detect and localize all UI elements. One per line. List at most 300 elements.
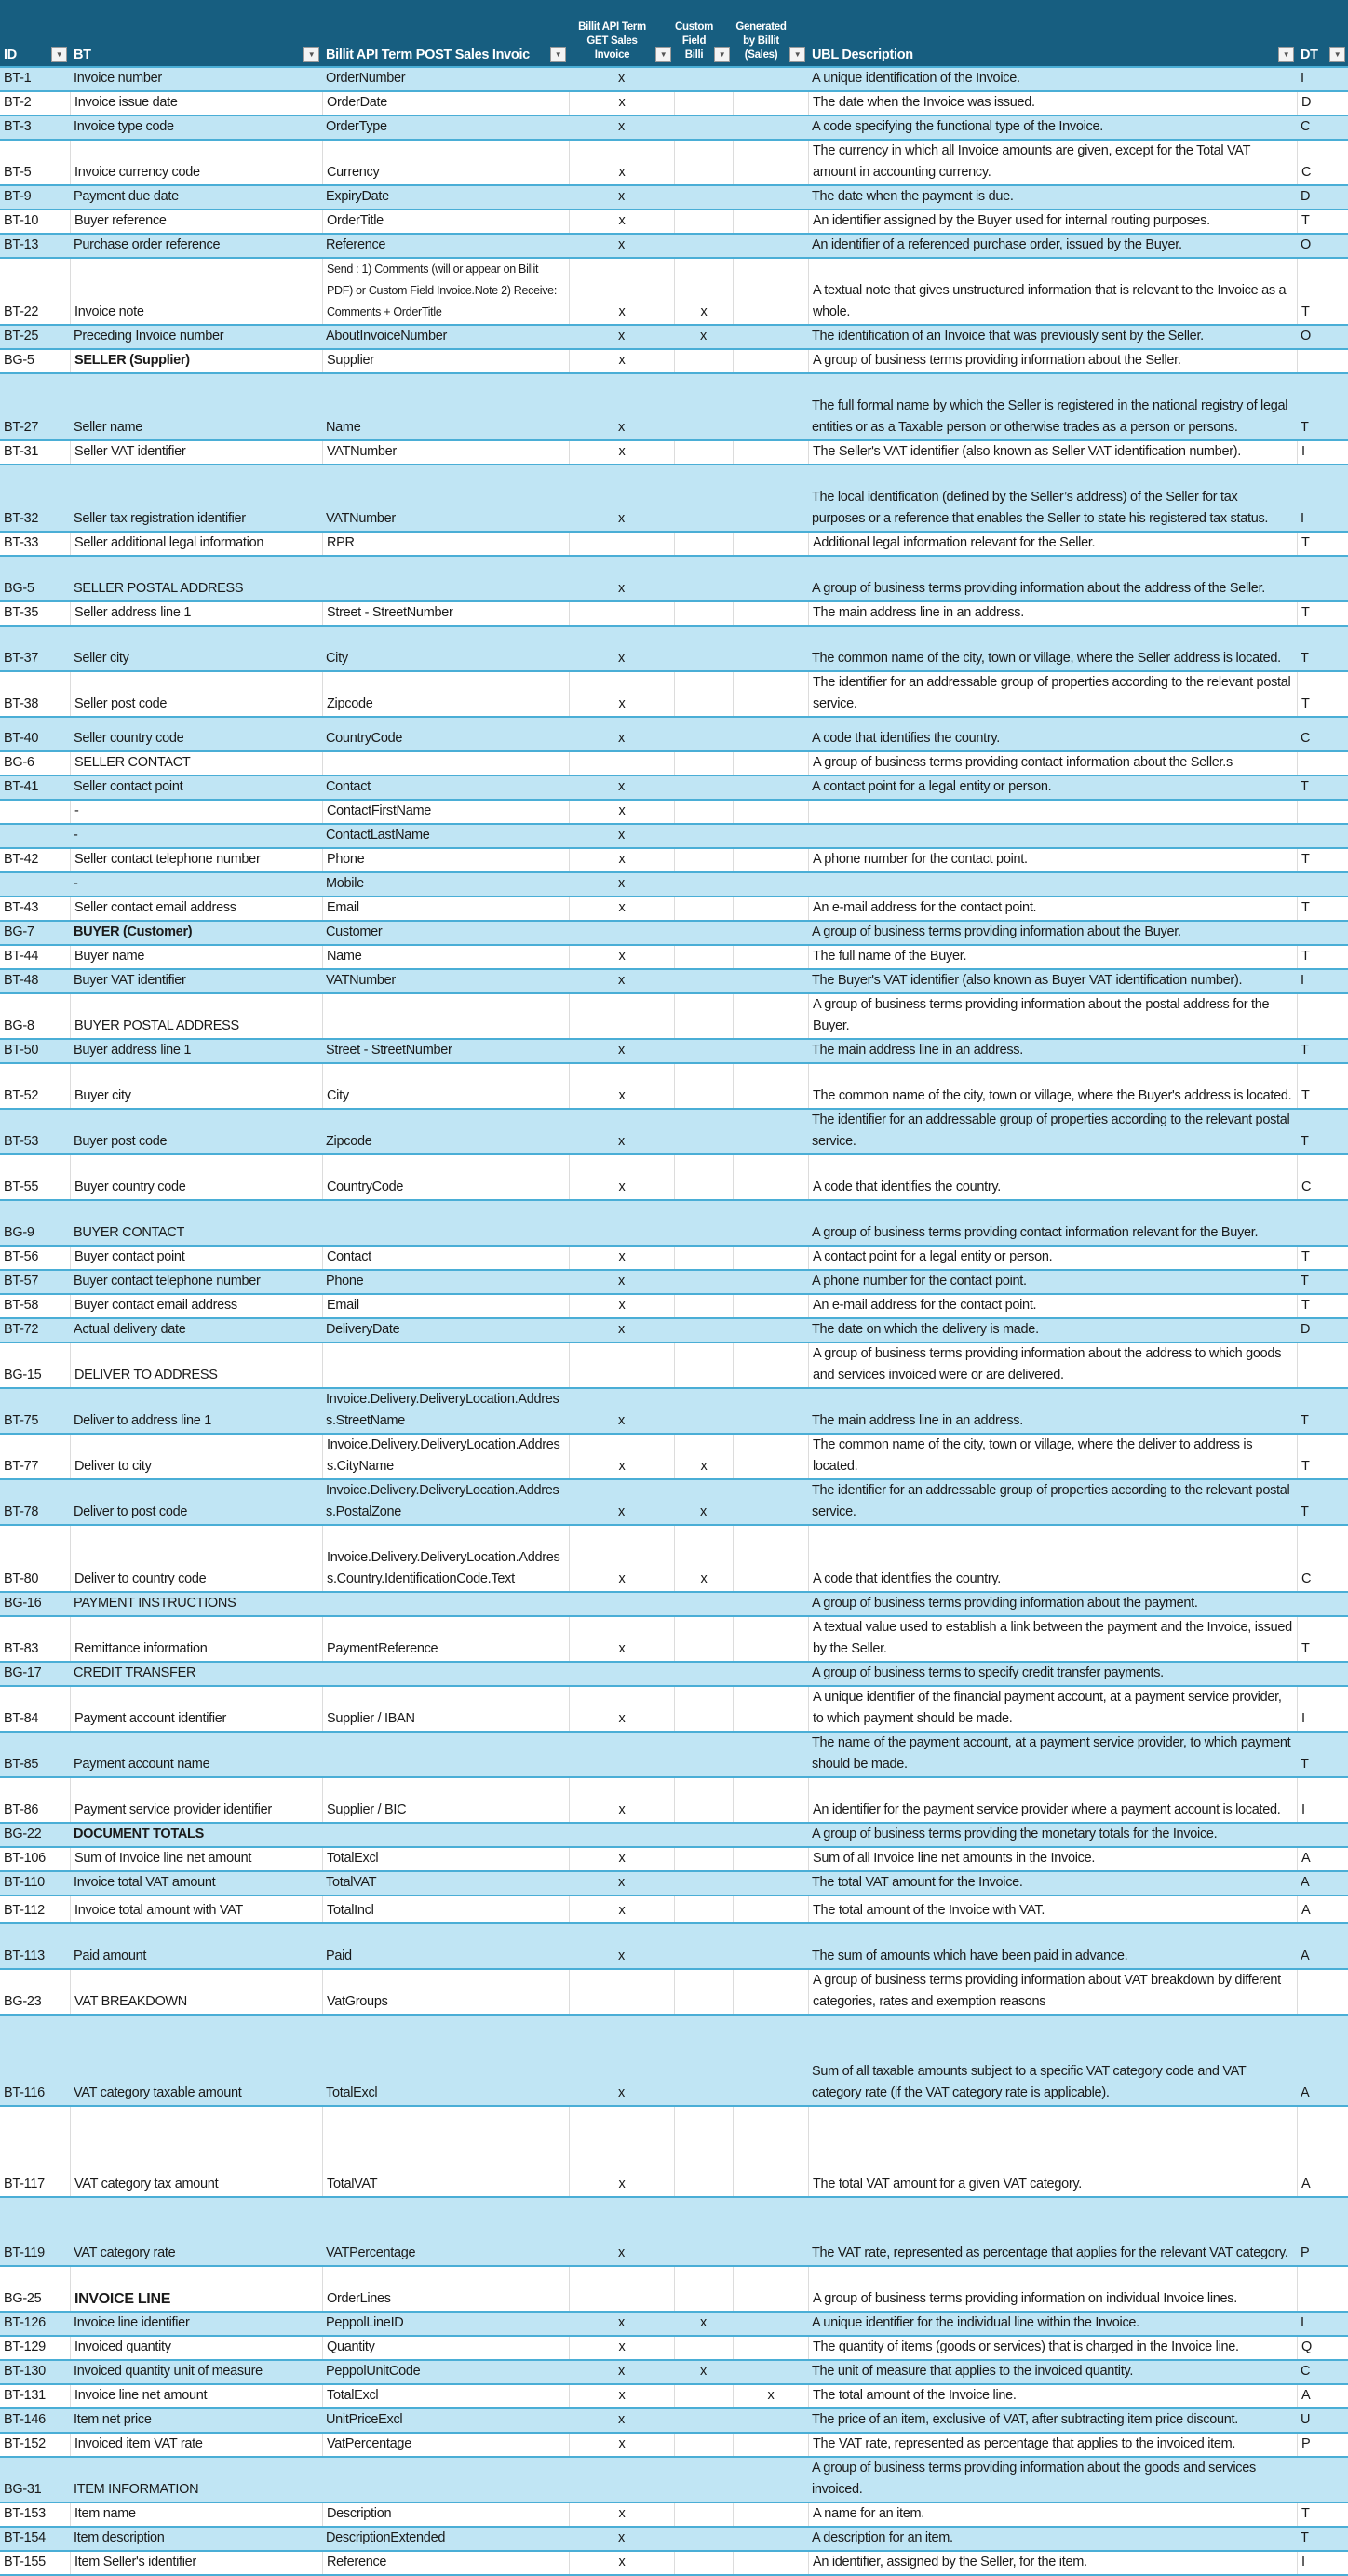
cell-custom[interactable]	[674, 92, 733, 115]
table-row[interactable]	[0, 1733, 1348, 1778]
cell-bt[interactable]	[70, 2313, 322, 2335]
cell-generated[interactable]	[733, 1663, 808, 1685]
cell-id[interactable]	[0, 1064, 70, 1108]
cell-post[interactable]	[322, 1064, 569, 1108]
cell-post[interactable]	[322, 1593, 569, 1615]
cell-ubl[interactable]	[808, 2458, 1297, 2502]
cell-get[interactable]	[569, 2552, 674, 2574]
cell-bt[interactable]	[70, 1343, 322, 1387]
cell-get[interactable]	[569, 141, 674, 184]
cell-ubl[interactable]	[808, 2337, 1297, 2359]
cell-post[interactable]	[322, 2267, 569, 2311]
cell-custom[interactable]	[674, 1155, 733, 1199]
cell-post[interactable]	[322, 602, 569, 625]
cell-custom[interactable]	[674, 752, 733, 775]
cell-ubl[interactable]	[808, 2503, 1297, 2526]
cell-custom[interactable]	[674, 1343, 733, 1387]
cell-custom[interactable]	[674, 259, 733, 324]
cell-dt[interactable]	[1297, 116, 1348, 139]
cell-bt[interactable]	[70, 994, 322, 1038]
filter-dropdown-icon[interactable]: ▼	[714, 47, 730, 62]
cell-id[interactable]	[0, 1778, 70, 1822]
cell-post[interactable]	[322, 1295, 569, 1317]
cell-id[interactable]	[0, 557, 70, 600]
cell-generated[interactable]	[733, 2409, 808, 2432]
cell-get[interactable]	[569, 1040, 674, 1062]
cell-get[interactable]	[569, 2528, 674, 2550]
cell-custom[interactable]	[674, 1617, 733, 1661]
cell-ubl[interactable]	[808, 2313, 1297, 2335]
cell-post[interactable]	[322, 1617, 569, 1661]
cell-dt[interactable]	[1297, 627, 1348, 670]
cell-bt[interactable]	[70, 2503, 322, 2526]
cell-id[interactable]	[0, 2107, 70, 2196]
cell-post[interactable]	[322, 1733, 569, 1776]
cell-bt[interactable]	[70, 970, 322, 992]
cell-bt[interactable]	[70, 1040, 322, 1062]
cell-get[interactable]	[569, 627, 674, 670]
cell-dt[interactable]	[1297, 1040, 1348, 1062]
cell-dt[interactable]	[1297, 1110, 1348, 1153]
cell-dt[interactable]	[1297, 718, 1348, 750]
cell-post[interactable]	[322, 326, 569, 348]
cell-generated[interactable]	[733, 994, 808, 1038]
table-row[interactable]	[0, 776, 1348, 801]
cell-ubl[interactable]	[808, 1064, 1297, 1108]
cell-dt[interactable]	[1297, 1617, 1348, 1661]
cell-ubl[interactable]	[808, 1247, 1297, 1269]
cell-generated[interactable]	[733, 1593, 808, 1615]
cell-generated[interactable]	[733, 602, 808, 625]
cell-generated[interactable]	[733, 116, 808, 139]
cell-get[interactable]	[569, 116, 674, 139]
cell-custom[interactable]	[674, 1970, 733, 2014]
cell-get[interactable]	[569, 946, 674, 968]
cell-ubl[interactable]	[808, 946, 1297, 968]
cell-bt[interactable]	[70, 2552, 322, 2574]
cell-id[interactable]	[0, 1319, 70, 1342]
cell-id[interactable]	[0, 1526, 70, 1591]
cell-post[interactable]	[322, 1848, 569, 1870]
cell-generated[interactable]	[733, 2267, 808, 2311]
cell-bt[interactable]	[70, 2409, 322, 2432]
cell-id[interactable]	[0, 1617, 70, 1661]
cell-post[interactable]	[322, 1778, 569, 1822]
cell-generated[interactable]	[733, 752, 808, 775]
cell-ubl[interactable]	[808, 1824, 1297, 1846]
cell-generated[interactable]	[733, 1247, 808, 1269]
cell-id[interactable]	[0, 350, 70, 372]
cell-get[interactable]	[569, 68, 674, 90]
cell-dt[interactable]	[1297, 801, 1348, 823]
cell-get[interactable]	[569, 2385, 674, 2407]
filter-dropdown-icon[interactable]: ▼	[51, 47, 67, 62]
cell-get[interactable]	[569, 1924, 674, 1968]
cell-id[interactable]	[0, 1271, 70, 1293]
table-row[interactable]	[0, 897, 1348, 922]
cell-post[interactable]	[322, 141, 569, 184]
cell-bt[interactable]	[70, 441, 322, 464]
cell-get[interactable]	[569, 602, 674, 625]
cell-id[interactable]	[0, 2313, 70, 2335]
cell-ubl[interactable]	[808, 1970, 1297, 2014]
column-header-post[interactable]	[322, 0, 569, 66]
column-header-id[interactable]	[0, 0, 70, 66]
column-header-generated[interactable]	[733, 0, 808, 66]
cell-generated[interactable]	[733, 235, 808, 257]
cell-generated[interactable]	[733, 801, 808, 823]
cell-dt[interactable]	[1297, 1064, 1348, 1108]
cell-generated[interactable]	[733, 1343, 808, 1387]
cell-ubl[interactable]	[808, 1343, 1297, 1387]
cell-generated[interactable]	[733, 2107, 808, 2196]
table-row[interactable]	[0, 2503, 1348, 2528]
cell-ubl[interactable]	[808, 235, 1297, 257]
cell-ubl[interactable]	[808, 210, 1297, 233]
cell-dt[interactable]	[1297, 2361, 1348, 2383]
cell-bt[interactable]	[70, 1247, 322, 1269]
cell-generated[interactable]	[733, 92, 808, 115]
table-row[interactable]	[0, 2313, 1348, 2337]
cell-generated[interactable]	[733, 2458, 808, 2502]
filter-dropdown-icon[interactable]: ▼	[655, 47, 671, 62]
cell-generated[interactable]	[733, 2313, 808, 2335]
table-row[interactable]	[0, 186, 1348, 210]
table-row[interactable]	[0, 2528, 1348, 2552]
cell-post[interactable]	[322, 849, 569, 871]
cell-get[interactable]	[569, 1778, 674, 1822]
cell-generated[interactable]	[733, 2385, 808, 2407]
table-row[interactable]	[0, 1271, 1348, 1295]
cell-get[interactable]	[569, 970, 674, 992]
column-header-custom[interactable]	[674, 0, 733, 66]
cell-id[interactable]	[0, 210, 70, 233]
cell-post[interactable]	[322, 68, 569, 90]
cell-id[interactable]	[0, 718, 70, 750]
cell-get[interactable]	[569, 1343, 674, 1387]
cell-bt[interactable]	[70, 210, 322, 233]
cell-custom[interactable]	[674, 1593, 733, 1615]
cell-get[interactable]	[569, 1319, 674, 1342]
table-row[interactable]	[0, 1848, 1348, 1872]
table-row[interactable]	[0, 1593, 1348, 1617]
cell-get[interactable]	[569, 1687, 674, 1731]
cell-generated[interactable]	[733, 825, 808, 847]
cell-generated[interactable]	[733, 1389, 808, 1433]
cell-get[interactable]	[569, 350, 674, 372]
cell-ubl[interactable]	[808, 1896, 1297, 1922]
cell-generated[interactable]	[733, 2198, 808, 2265]
cell-custom[interactable]	[674, 1896, 733, 1922]
cell-post[interactable]	[322, 1110, 569, 1153]
cell-dt[interactable]	[1297, 1848, 1348, 1870]
cell-bt[interactable]	[70, 718, 322, 750]
cell-generated[interactable]	[733, 627, 808, 670]
cell-custom[interactable]	[674, 2409, 733, 2432]
cell-get[interactable]	[569, 1155, 674, 1199]
table-row[interactable]	[0, 2434, 1348, 2458]
cell-post[interactable]	[322, 1271, 569, 1293]
cell-dt[interactable]	[1297, 533, 1348, 555]
cell-dt[interactable]	[1297, 873, 1348, 896]
cell-generated[interactable]	[733, 672, 808, 716]
cell-bt[interactable]	[70, 1924, 322, 1968]
cell-dt[interactable]	[1297, 994, 1348, 1038]
cell-id[interactable]	[0, 441, 70, 464]
cell-dt[interactable]	[1297, 1824, 1348, 1846]
cell-id[interactable]	[0, 1687, 70, 1731]
cell-post[interactable]	[322, 1872, 569, 1895]
table-row[interactable]	[0, 1247, 1348, 1271]
cell-post[interactable]	[322, 1247, 569, 1269]
cell-custom[interactable]	[674, 801, 733, 823]
cell-ubl[interactable]	[808, 68, 1297, 90]
cell-custom[interactable]	[674, 235, 733, 257]
cell-post[interactable]	[322, 1389, 569, 1433]
cell-generated[interactable]	[733, 186, 808, 209]
cell-get[interactable]	[569, 1201, 674, 1245]
table-row[interactable]	[0, 235, 1348, 259]
cell-custom[interactable]	[674, 1201, 733, 1245]
cell-custom[interactable]	[674, 1480, 733, 1524]
cell-bt[interactable]	[70, 116, 322, 139]
table-row[interactable]	[0, 801, 1348, 825]
cell-id[interactable]	[0, 1824, 70, 1846]
table-row[interactable]	[0, 533, 1348, 557]
cell-bt[interactable]	[70, 672, 322, 716]
cell-custom[interactable]	[674, 718, 733, 750]
cell-dt[interactable]	[1297, 1687, 1348, 1731]
cell-id[interactable]	[0, 1896, 70, 1922]
cell-generated[interactable]	[733, 1271, 808, 1293]
cell-dt[interactable]	[1297, 326, 1348, 348]
cell-ubl[interactable]	[808, 350, 1297, 372]
cell-dt[interactable]	[1297, 1271, 1348, 1293]
cell-custom[interactable]	[674, 849, 733, 871]
cell-id[interactable]	[0, 1970, 70, 2014]
table-row[interactable]	[0, 825, 1348, 849]
cell-get[interactable]	[569, 801, 674, 823]
cell-custom[interactable]	[674, 2313, 733, 2335]
cell-ubl[interactable]	[808, 533, 1297, 555]
cell-post[interactable]	[322, 672, 569, 716]
cell-post[interactable]	[322, 1970, 569, 2014]
cell-custom[interactable]	[674, 922, 733, 944]
cell-custom[interactable]	[674, 897, 733, 920]
cell-ubl[interactable]	[808, 1663, 1297, 1685]
cell-bt[interactable]	[70, 627, 322, 670]
table-row[interactable]	[0, 1343, 1348, 1389]
cell-generated[interactable]	[733, 1201, 808, 1245]
cell-get[interactable]	[569, 1435, 674, 1478]
cell-dt[interactable]	[1297, 557, 1348, 600]
cell-ubl[interactable]	[808, 2267, 1297, 2311]
cell-custom[interactable]	[674, 2503, 733, 2526]
cell-custom[interactable]	[674, 186, 733, 209]
cell-custom[interactable]	[674, 2552, 733, 2574]
cell-get[interactable]	[569, 1617, 674, 1661]
cell-custom[interactable]	[674, 602, 733, 625]
cell-generated[interactable]	[733, 776, 808, 799]
cell-bt[interactable]	[70, 1526, 322, 1591]
cell-dt[interactable]	[1297, 2313, 1348, 2335]
cell-custom[interactable]	[674, 1924, 733, 1968]
cell-id[interactable]	[0, 1480, 70, 1524]
cell-id[interactable]	[0, 849, 70, 871]
cell-get[interactable]	[569, 374, 674, 439]
cell-post[interactable]	[322, 873, 569, 896]
cell-ubl[interactable]	[808, 441, 1297, 464]
table-row[interactable]	[0, 141, 1348, 186]
cell-id[interactable]	[0, 1733, 70, 1776]
table-row[interactable]	[0, 2409, 1348, 2434]
cell-bt[interactable]	[70, 2361, 322, 2383]
cell-ubl[interactable]	[808, 2198, 1297, 2265]
table-row[interactable]	[0, 718, 1348, 752]
cell-custom[interactable]	[674, 1872, 733, 1895]
cell-bt[interactable]	[70, 2528, 322, 2550]
cell-generated[interactable]	[733, 1110, 808, 1153]
table-row[interactable]	[0, 1687, 1348, 1733]
cell-dt[interactable]	[1297, 946, 1348, 968]
cell-generated[interactable]	[733, 1155, 808, 1199]
cell-ubl[interactable]	[808, 801, 1297, 823]
table-row[interactable]	[0, 116, 1348, 141]
cell-dt[interactable]	[1297, 2552, 1348, 2574]
cell-id[interactable]	[0, 2198, 70, 2265]
table-row[interactable]	[0, 970, 1348, 994]
cell-bt[interactable]	[70, 141, 322, 184]
cell-post[interactable]	[322, 627, 569, 670]
table-row[interactable]	[0, 350, 1348, 374]
table-row[interactable]	[0, 557, 1348, 602]
cell-custom[interactable]	[674, 1687, 733, 1731]
cell-post[interactable]	[322, 2337, 569, 2359]
cell-generated[interactable]	[733, 970, 808, 992]
cell-custom[interactable]	[674, 350, 733, 372]
cell-dt[interactable]	[1297, 2434, 1348, 2456]
table-row[interactable]	[0, 1064, 1348, 1110]
cell-bt[interactable]	[70, 2458, 322, 2502]
cell-dt[interactable]	[1297, 465, 1348, 531]
cell-bt[interactable]	[70, 259, 322, 324]
cell-generated[interactable]	[733, 1824, 808, 1846]
cell-post[interactable]	[322, 2409, 569, 2432]
table-row[interactable]	[0, 2267, 1348, 2313]
cell-custom[interactable]	[674, 1663, 733, 1685]
cell-ubl[interactable]	[808, 326, 1297, 348]
cell-generated[interactable]	[733, 326, 808, 348]
cell-id[interactable]	[0, 1110, 70, 1153]
cell-dt[interactable]	[1297, 1872, 1348, 1895]
cell-post[interactable]	[322, 1687, 569, 1731]
table-row[interactable]	[0, 672, 1348, 718]
table-row[interactable]	[0, 441, 1348, 465]
cell-custom[interactable]	[674, 116, 733, 139]
cell-ubl[interactable]	[808, 1872, 1297, 1895]
cell-dt[interactable]	[1297, 2458, 1348, 2502]
table-row[interactable]	[0, 1295, 1348, 1319]
cell-ubl[interactable]	[808, 922, 1297, 944]
cell-custom[interactable]	[674, 374, 733, 439]
cell-post[interactable]	[322, 186, 569, 209]
cell-post[interactable]	[322, 825, 569, 847]
cell-generated[interactable]	[733, 2503, 808, 2526]
cell-generated[interactable]	[733, 465, 808, 531]
cell-id[interactable]	[0, 1872, 70, 1895]
column-header-bt[interactable]	[70, 0, 322, 66]
cell-id[interactable]	[0, 1295, 70, 1317]
cell-generated[interactable]	[733, 1733, 808, 1776]
cell-id[interactable]	[0, 2458, 70, 2502]
cell-get[interactable]	[569, 186, 674, 209]
cell-custom[interactable]	[674, 2458, 733, 2502]
cell-post[interactable]	[322, 801, 569, 823]
cell-get[interactable]	[569, 2198, 674, 2265]
cell-dt[interactable]	[1297, 776, 1348, 799]
cell-id[interactable]	[0, 994, 70, 1038]
cell-custom[interactable]	[674, 1526, 733, 1591]
cell-bt[interactable]	[70, 1389, 322, 1433]
cell-ubl[interactable]	[808, 602, 1297, 625]
cell-bt[interactable]	[70, 2198, 322, 2265]
cell-generated[interactable]	[733, 1778, 808, 1822]
cell-id[interactable]	[0, 1247, 70, 1269]
cell-dt[interactable]	[1297, 1733, 1348, 1776]
cell-get[interactable]	[569, 849, 674, 871]
cell-ubl[interactable]	[808, 1778, 1297, 1822]
cell-ubl[interactable]	[808, 1924, 1297, 1968]
cell-generated[interactable]	[733, 2337, 808, 2359]
cell-bt[interactable]	[70, 752, 322, 775]
column-header-ubl[interactable]	[808, 0, 1297, 66]
cell-post[interactable]	[322, 1663, 569, 1685]
cell-get[interactable]	[569, 1593, 674, 1615]
cell-id[interactable]	[0, 776, 70, 799]
cell-bt[interactable]	[70, 1319, 322, 1342]
cell-ubl[interactable]	[808, 465, 1297, 531]
cell-post[interactable]	[322, 1155, 569, 1199]
cell-custom[interactable]	[674, 326, 733, 348]
table-row[interactable]	[0, 922, 1348, 946]
cell-post[interactable]	[322, 2503, 569, 2526]
cell-post[interactable]	[322, 116, 569, 139]
cell-ubl[interactable]	[808, 2385, 1297, 2407]
cell-ubl[interactable]	[808, 1110, 1297, 1153]
cell-generated[interactable]	[733, 946, 808, 968]
cell-bt[interactable]	[70, 1778, 322, 1822]
cell-bt[interactable]	[70, 1733, 322, 1776]
cell-id[interactable]	[0, 1343, 70, 1387]
cell-generated[interactable]	[733, 2552, 808, 2574]
cell-dt[interactable]	[1297, 1663, 1348, 1685]
cell-ubl[interactable]	[808, 2361, 1297, 2383]
cell-dt[interactable]	[1297, 1343, 1348, 1387]
cell-dt[interactable]	[1297, 2528, 1348, 2550]
cell-dt[interactable]	[1297, 849, 1348, 871]
cell-get[interactable]	[569, 2337, 674, 2359]
cell-bt[interactable]	[70, 1201, 322, 1245]
cell-custom[interactable]	[674, 994, 733, 1038]
cell-post[interactable]	[322, 92, 569, 115]
cell-id[interactable]	[0, 2016, 70, 2105]
column-header-dt[interactable]	[1297, 0, 1348, 66]
cell-ubl[interactable]	[808, 897, 1297, 920]
cell-ubl[interactable]	[808, 2016, 1297, 2105]
cell-ubl[interactable]	[808, 186, 1297, 209]
column-header-get[interactable]	[569, 0, 674, 66]
cell-bt[interactable]	[70, 1110, 322, 1153]
